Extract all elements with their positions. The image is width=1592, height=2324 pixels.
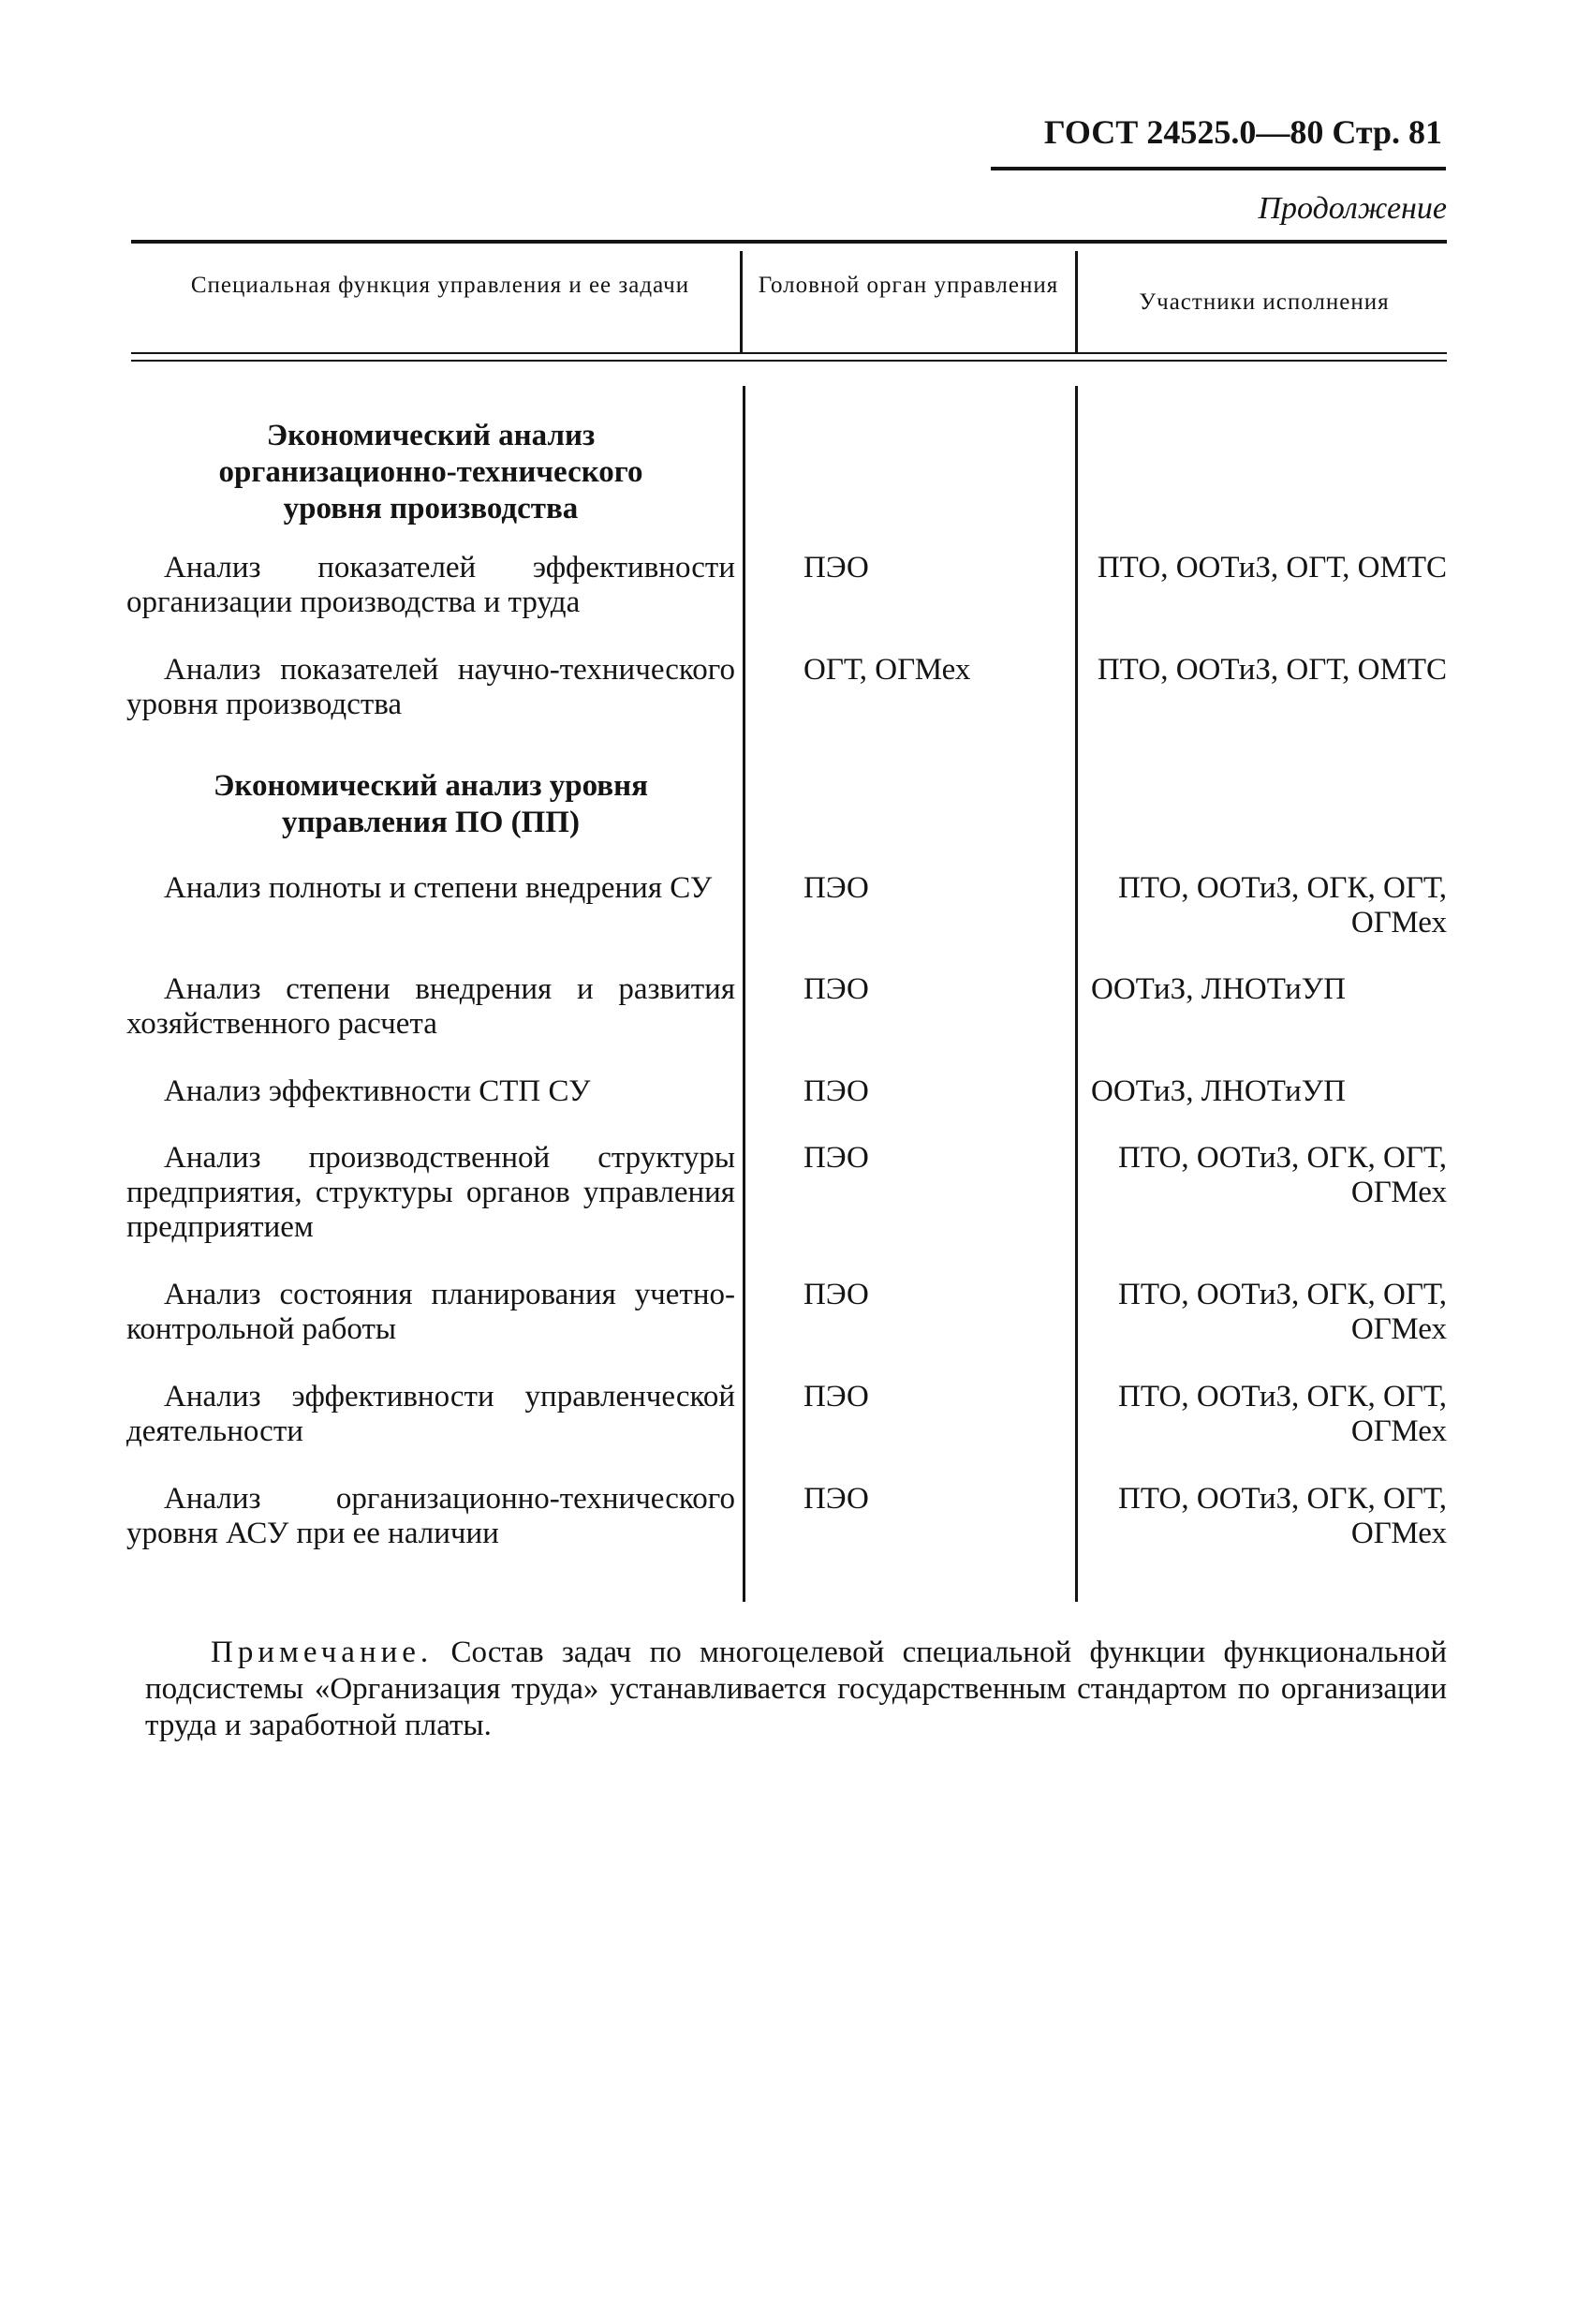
participants-text: ПТО, ООТиЗ, ОГК, ОГТ, ОГМех [1117,1141,1447,1209]
table-row-lead: ПЭО [803,1141,869,1175]
table-row-lead: ПЭО [803,1278,869,1311]
note-label: Примечание. [211,1636,434,1669]
table-row-participants [1091,871,1447,940]
task-text: Анализ степени внедрения и развития хозяйственного расчета [126,972,735,1041]
table-row-task [126,871,735,906]
header-rule-1 [131,352,1447,354]
note-text: Состав задач по многоцелевой специальной функции функциональной подсистемы «Организация труда» устанавливается государственным стандартом по организации труда и заработной платы. [145,1636,1448,1742]
task-text: Анализ производственной структуры предприятия, структуры органов управления предприятием [126,1141,735,1244]
table-row-task [126,1278,735,1347]
header-divider-1 [740,251,743,352]
continuation-label: Продолжение [1258,191,1447,226]
table-row-participants [1091,653,1447,688]
task-text: Анализ организационно-технического уровня АСУ при ее наличии [126,1482,735,1550]
header-rule-2 [131,360,1447,362]
table-row-task [126,653,735,722]
table-row-lead: ПЭО [803,1380,869,1414]
task-text: Анализ показателей эффективности организации производства и труда [126,551,735,619]
table-row-participants [1091,1074,1447,1109]
participants-text: ПТО, ООТиЗ, ОГК, ОГТ, ОГМех [1117,1278,1447,1346]
standard-code: ГОСТ 24525.0—80 Стр. 81 [1043,113,1442,151]
table-row-task [126,972,735,1042]
table-note [145,1635,1447,1744]
column-header-lead: Головной орган управления [758,273,1059,298]
header-divider-2 [1075,251,1078,352]
table-row-task [126,1141,735,1245]
task-text: Анализ полноты и степени внедрения СУ [164,871,713,905]
table-row-task [126,1074,735,1109]
table-row-task [126,551,735,620]
column-header-function: Специальная функция управления и ее задачи [190,273,690,298]
table-row-lead: ПЭО [803,1482,869,1516]
table-row-participants [1091,1482,1447,1551]
participants-text: ПТО, ООТиЗ, ОГТ, ОМТС [1097,653,1447,687]
task-text: Анализ эффективности управленческой деятельности [126,1380,735,1448]
body-divider-1 [743,386,745,1602]
body-divider-2 [1075,386,1078,1602]
table-row-participants [1091,972,1447,1007]
table-top-rule [131,240,1447,244]
table-row-participants [1091,1141,1447,1210]
participants-text: ООТиЗ, ЛНОТиУП [1091,972,1346,1006]
table-row-participants [1091,1380,1447,1449]
header-underline [991,167,1446,170]
task-text: Анализ состояния планирования учетно-контрольной работы [126,1278,735,1346]
task-text: Анализ показателей научно-технического уровня производства [126,653,735,721]
participants-text: ПТО, ООТиЗ, ОГТ, ОМТС [1097,551,1447,585]
section-title: Экономический анализ уровня управления ПО (ПП) [214,769,648,839]
participants-text: ПТО, ООТиЗ, ОГК, ОГТ, ОГМех [1117,1482,1447,1550]
table-row-task [126,1482,735,1551]
participants-text: ПТО, ООТиЗ, ОГК, ОГТ, ОГМех [1117,871,1447,940]
column-header-participants: Участники исполнения [1139,289,1390,315]
table-row-lead: ПЭО [803,871,869,905]
table-row-lead: ОГТ, ОГМех [803,653,971,687]
section-title: Экономический анализ организационно-технического уровня производства [218,419,643,525]
table-row-lead: ПЭО [803,551,869,585]
table-row-lead: ПЭО [803,972,869,1006]
participants-text: ПТО, ООТиЗ, ОГК, ОГТ, ОГМех [1117,1380,1447,1448]
table-row-participants [1091,1278,1447,1347]
table-row-lead: ПЭО [803,1074,869,1108]
task-text: Анализ эффективности СТП СУ [164,1074,591,1108]
participants-text: ООТиЗ, ЛНОТиУП [1091,1074,1346,1108]
table-row-participants [1091,551,1447,585]
table-row-task [126,1380,735,1449]
